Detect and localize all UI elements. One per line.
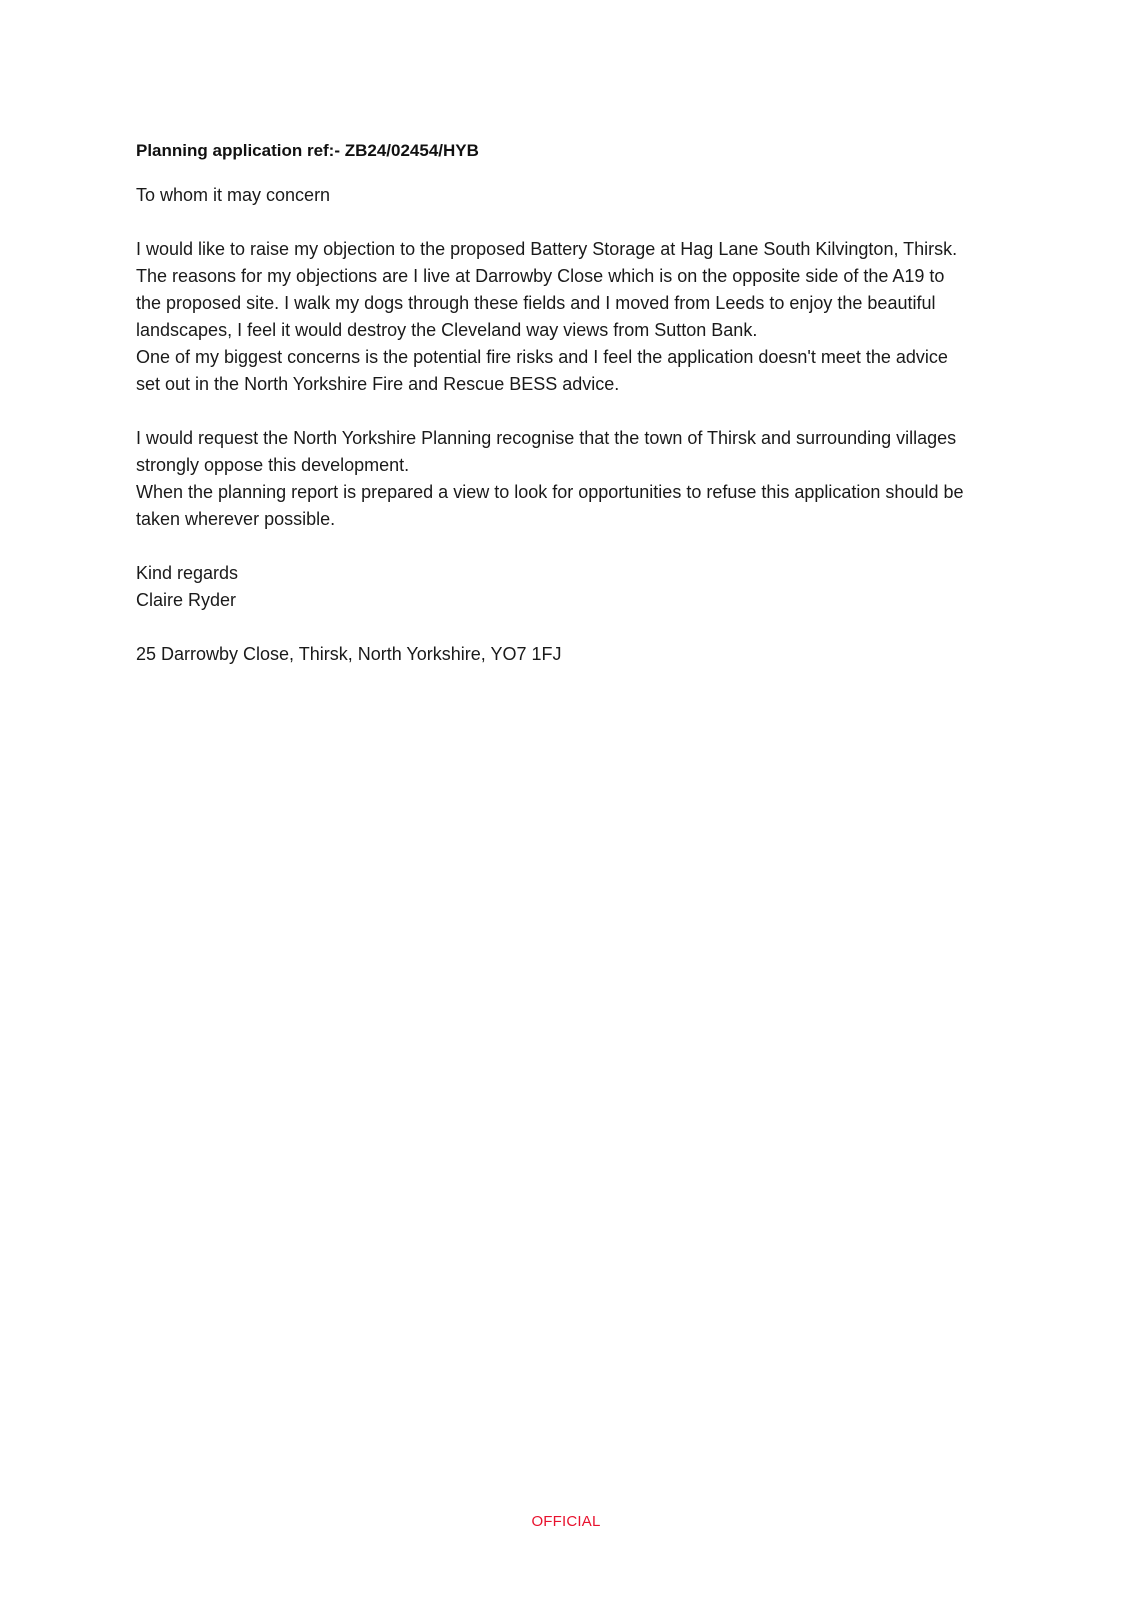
paragraph-line: I would like to raise my objection to the proposed Battery Storage at Hag Lane South Kilvington, Thirsk. — [136, 239, 958, 259]
signature-block — [136, 560, 967, 614]
official-marking: OFFICIAL — [531, 1513, 601, 1530]
paragraph-line: When the planning report is prepared a view to look for opportunities to refuse this application should be taken wherever possible. — [136, 482, 964, 529]
signature-name: Claire Ryder — [136, 590, 237, 610]
paragraph-request — [136, 425, 967, 533]
address-block — [136, 641, 967, 668]
address-line: 25 Darrowby Close, Thirsk, North Yorkshire, YO7 1FJ — [136, 644, 562, 664]
planning-ref-heading: Planning application ref:- ZB24/02454/HYB — [136, 141, 479, 160]
paragraph-line: The reasons for my objections are I live at Darrowby Close which is on the opposite side of the A19 to the proposed site. I walk my dogs through these fields and I moved from Leeds to enjoy the beautiful landscapes, I feel it would destroy the Cleveland way views from Sutton Bank. — [136, 266, 945, 340]
signoff-line: Kind regards — [136, 563, 239, 583]
paragraph-objection — [136, 236, 967, 398]
paragraph-line: One of my biggest concerns is the potential fire risks and I feel the application doesn't meet the advice set out in the North Yorkshire Fire and Rescue BESS advice. — [136, 347, 948, 394]
paragraph-line: I would request the North Yorkshire Planning recognise that the town of Thirsk and surrounding villages strongly oppose this development. — [136, 428, 957, 475]
salutation: To whom it may concern — [136, 185, 331, 205]
